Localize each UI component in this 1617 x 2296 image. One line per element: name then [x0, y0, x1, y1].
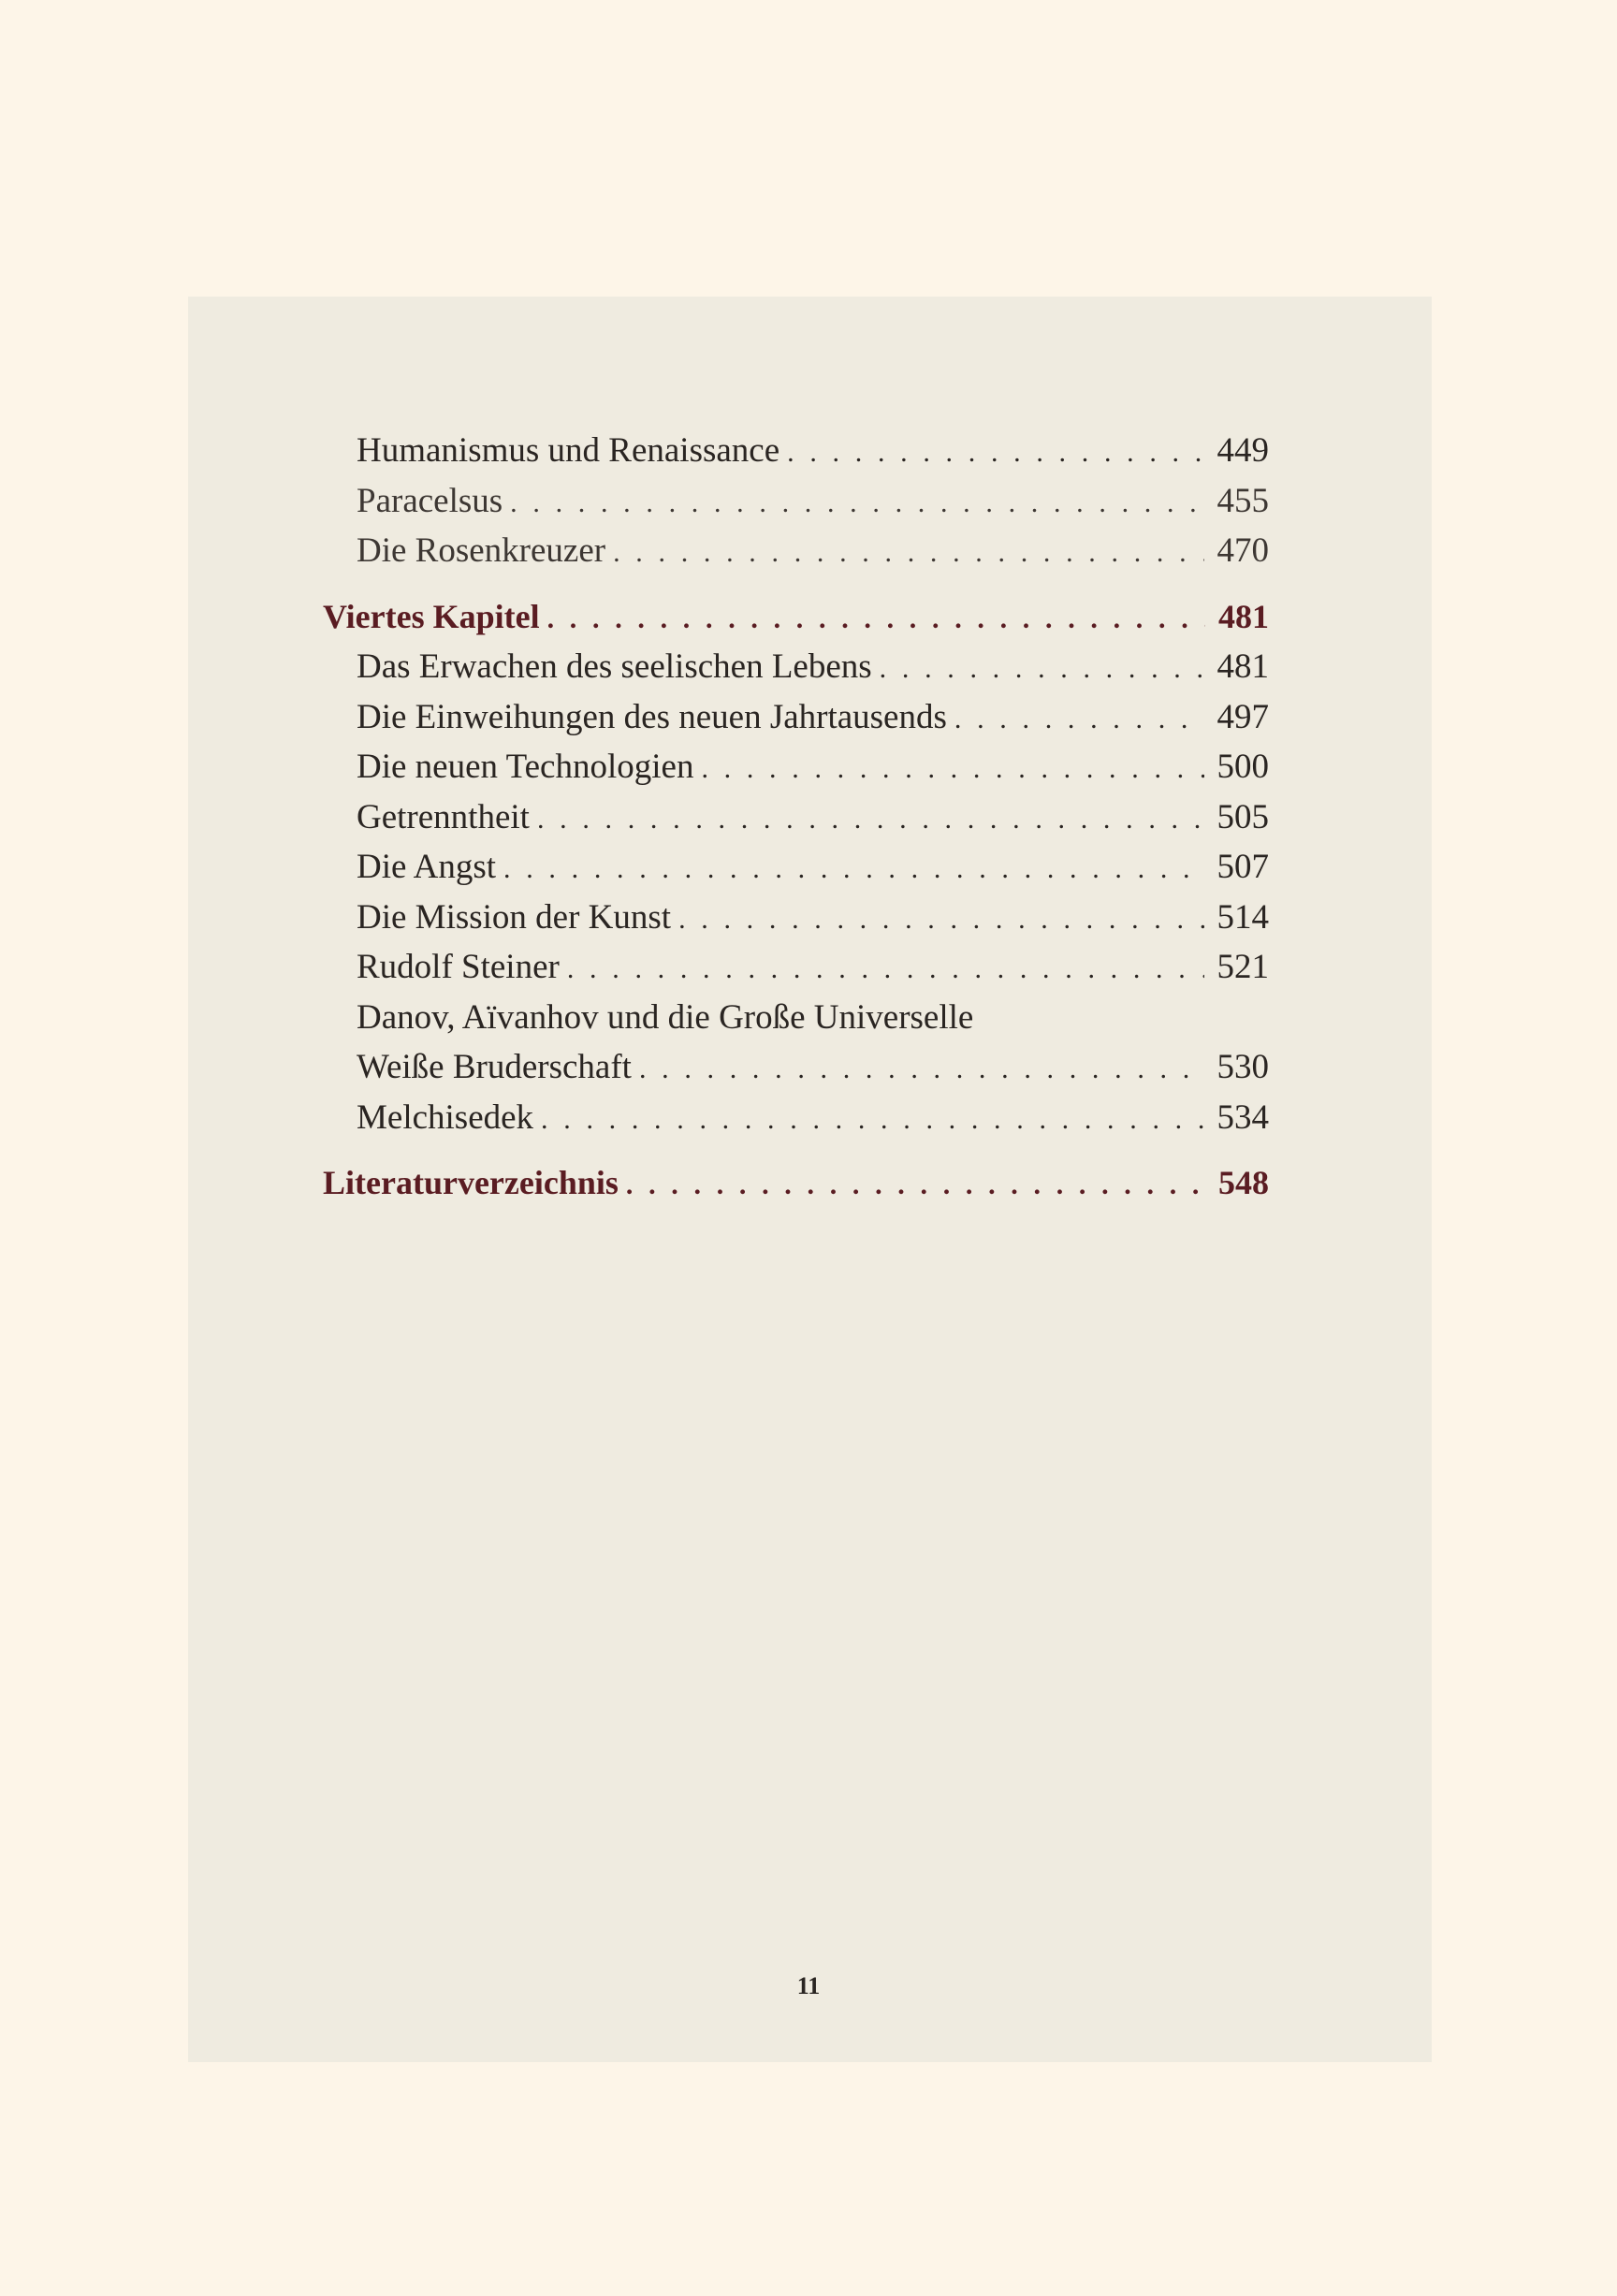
- toc-leader-dots: [880, 644, 1204, 694]
- toc-entry-title: Melchisedek: [357, 1097, 534, 1137]
- toc-entry-page: 514: [1216, 897, 1269, 937]
- toc-entry-page: 497: [1216, 697, 1269, 736]
- toc-entry: [323, 1042, 1269, 1093]
- toc-entry-first-line: [323, 993, 1269, 1043]
- toc-entry-title: Das Erwachen des seelischen Lebens: [357, 647, 872, 686]
- toc-entry: [323, 476, 1269, 527]
- toc-entry-title: Humanismus und Renaissance: [357, 431, 780, 470]
- toc-entry-page: 500: [1216, 748, 1269, 786]
- toc-entry: [323, 742, 1269, 792]
- toc-entry-title: Die Angst: [357, 848, 497, 886]
- toc-leader-dots: [503, 844, 1203, 894]
- toc-entry: [323, 526, 1269, 576]
- toc-entry-page: 521: [1216, 948, 1269, 986]
- toc-entry-page: 470: [1216, 531, 1269, 570]
- toc-leader-dots: [626, 1160, 1205, 1211]
- toc-entry: [323, 942, 1269, 993]
- toc-leader-dots: [613, 528, 1203, 578]
- toc-entry-page: 455: [1216, 481, 1269, 520]
- toc-entry-page: 534: [1216, 1097, 1269, 1137]
- toc-entry: [323, 1093, 1269, 1143]
- toc-entry: [323, 792, 1269, 843]
- toc-entry-page: 505: [1216, 797, 1269, 836]
- toc-leader-dots: [639, 1044, 1204, 1095]
- toc-entry-title: Paracelsus: [357, 481, 503, 520]
- toc-chapter-title: Viertes Kapitel: [323, 597, 540, 635]
- toc-entry: [323, 426, 1269, 476]
- toc-entry: [323, 642, 1269, 692]
- toc-entry-page: 507: [1216, 848, 1269, 886]
- toc-entry-title: Getrenntheit: [357, 797, 530, 836]
- toc-entry: [323, 842, 1269, 893]
- table-of-contents: [323, 426, 1269, 1209]
- toc-leader-dots: [787, 428, 1203, 478]
- toc-entry-title: Rudolf Steiner: [357, 948, 560, 986]
- toc-leader-dots: [954, 694, 1204, 745]
- toc-leader-dots: [537, 794, 1204, 845]
- toc-entry: [323, 692, 1269, 743]
- toc-chapter-page: 481: [1218, 597, 1269, 635]
- toc-entry-title: Die Mission der Kunst: [357, 897, 672, 937]
- toc-entry-title: Die Einweihungen des neuen Jahrtausends: [357, 697, 947, 736]
- toc-entry-page: 481: [1216, 647, 1269, 686]
- toc-leader-dots: [678, 894, 1203, 945]
- toc-leader-dots: [701, 744, 1203, 794]
- toc-entry-page: 530: [1216, 1048, 1269, 1086]
- toc-chapter-heading: [323, 1158, 1269, 1209]
- toc-entry-title: Die Rosenkreuzer: [357, 531, 606, 570]
- toc-chapter-heading: [323, 592, 1269, 643]
- toc-leader-dots: [510, 478, 1203, 529]
- toc-entry-title: Weiße Bruderschaft: [357, 1048, 632, 1086]
- page-number: 11: [796, 1972, 821, 1999]
- toc-leader-dots: [547, 594, 1205, 645]
- toc-entry-page: 449: [1216, 431, 1269, 470]
- toc-chapter-page: 548: [1218, 1164, 1269, 1201]
- toc-entry: [323, 893, 1269, 943]
- toc-chapter-title: Literaturverzeichnis: [323, 1164, 619, 1201]
- toc-leader-dots: [567, 944, 1204, 995]
- toc-leader-dots: [541, 1095, 1203, 1145]
- toc-entry-title: Die neuen Technologien: [357, 748, 694, 786]
- toc-entry-title: Danov, Aïvanhov und die Große Universelle: [357, 997, 974, 1037]
